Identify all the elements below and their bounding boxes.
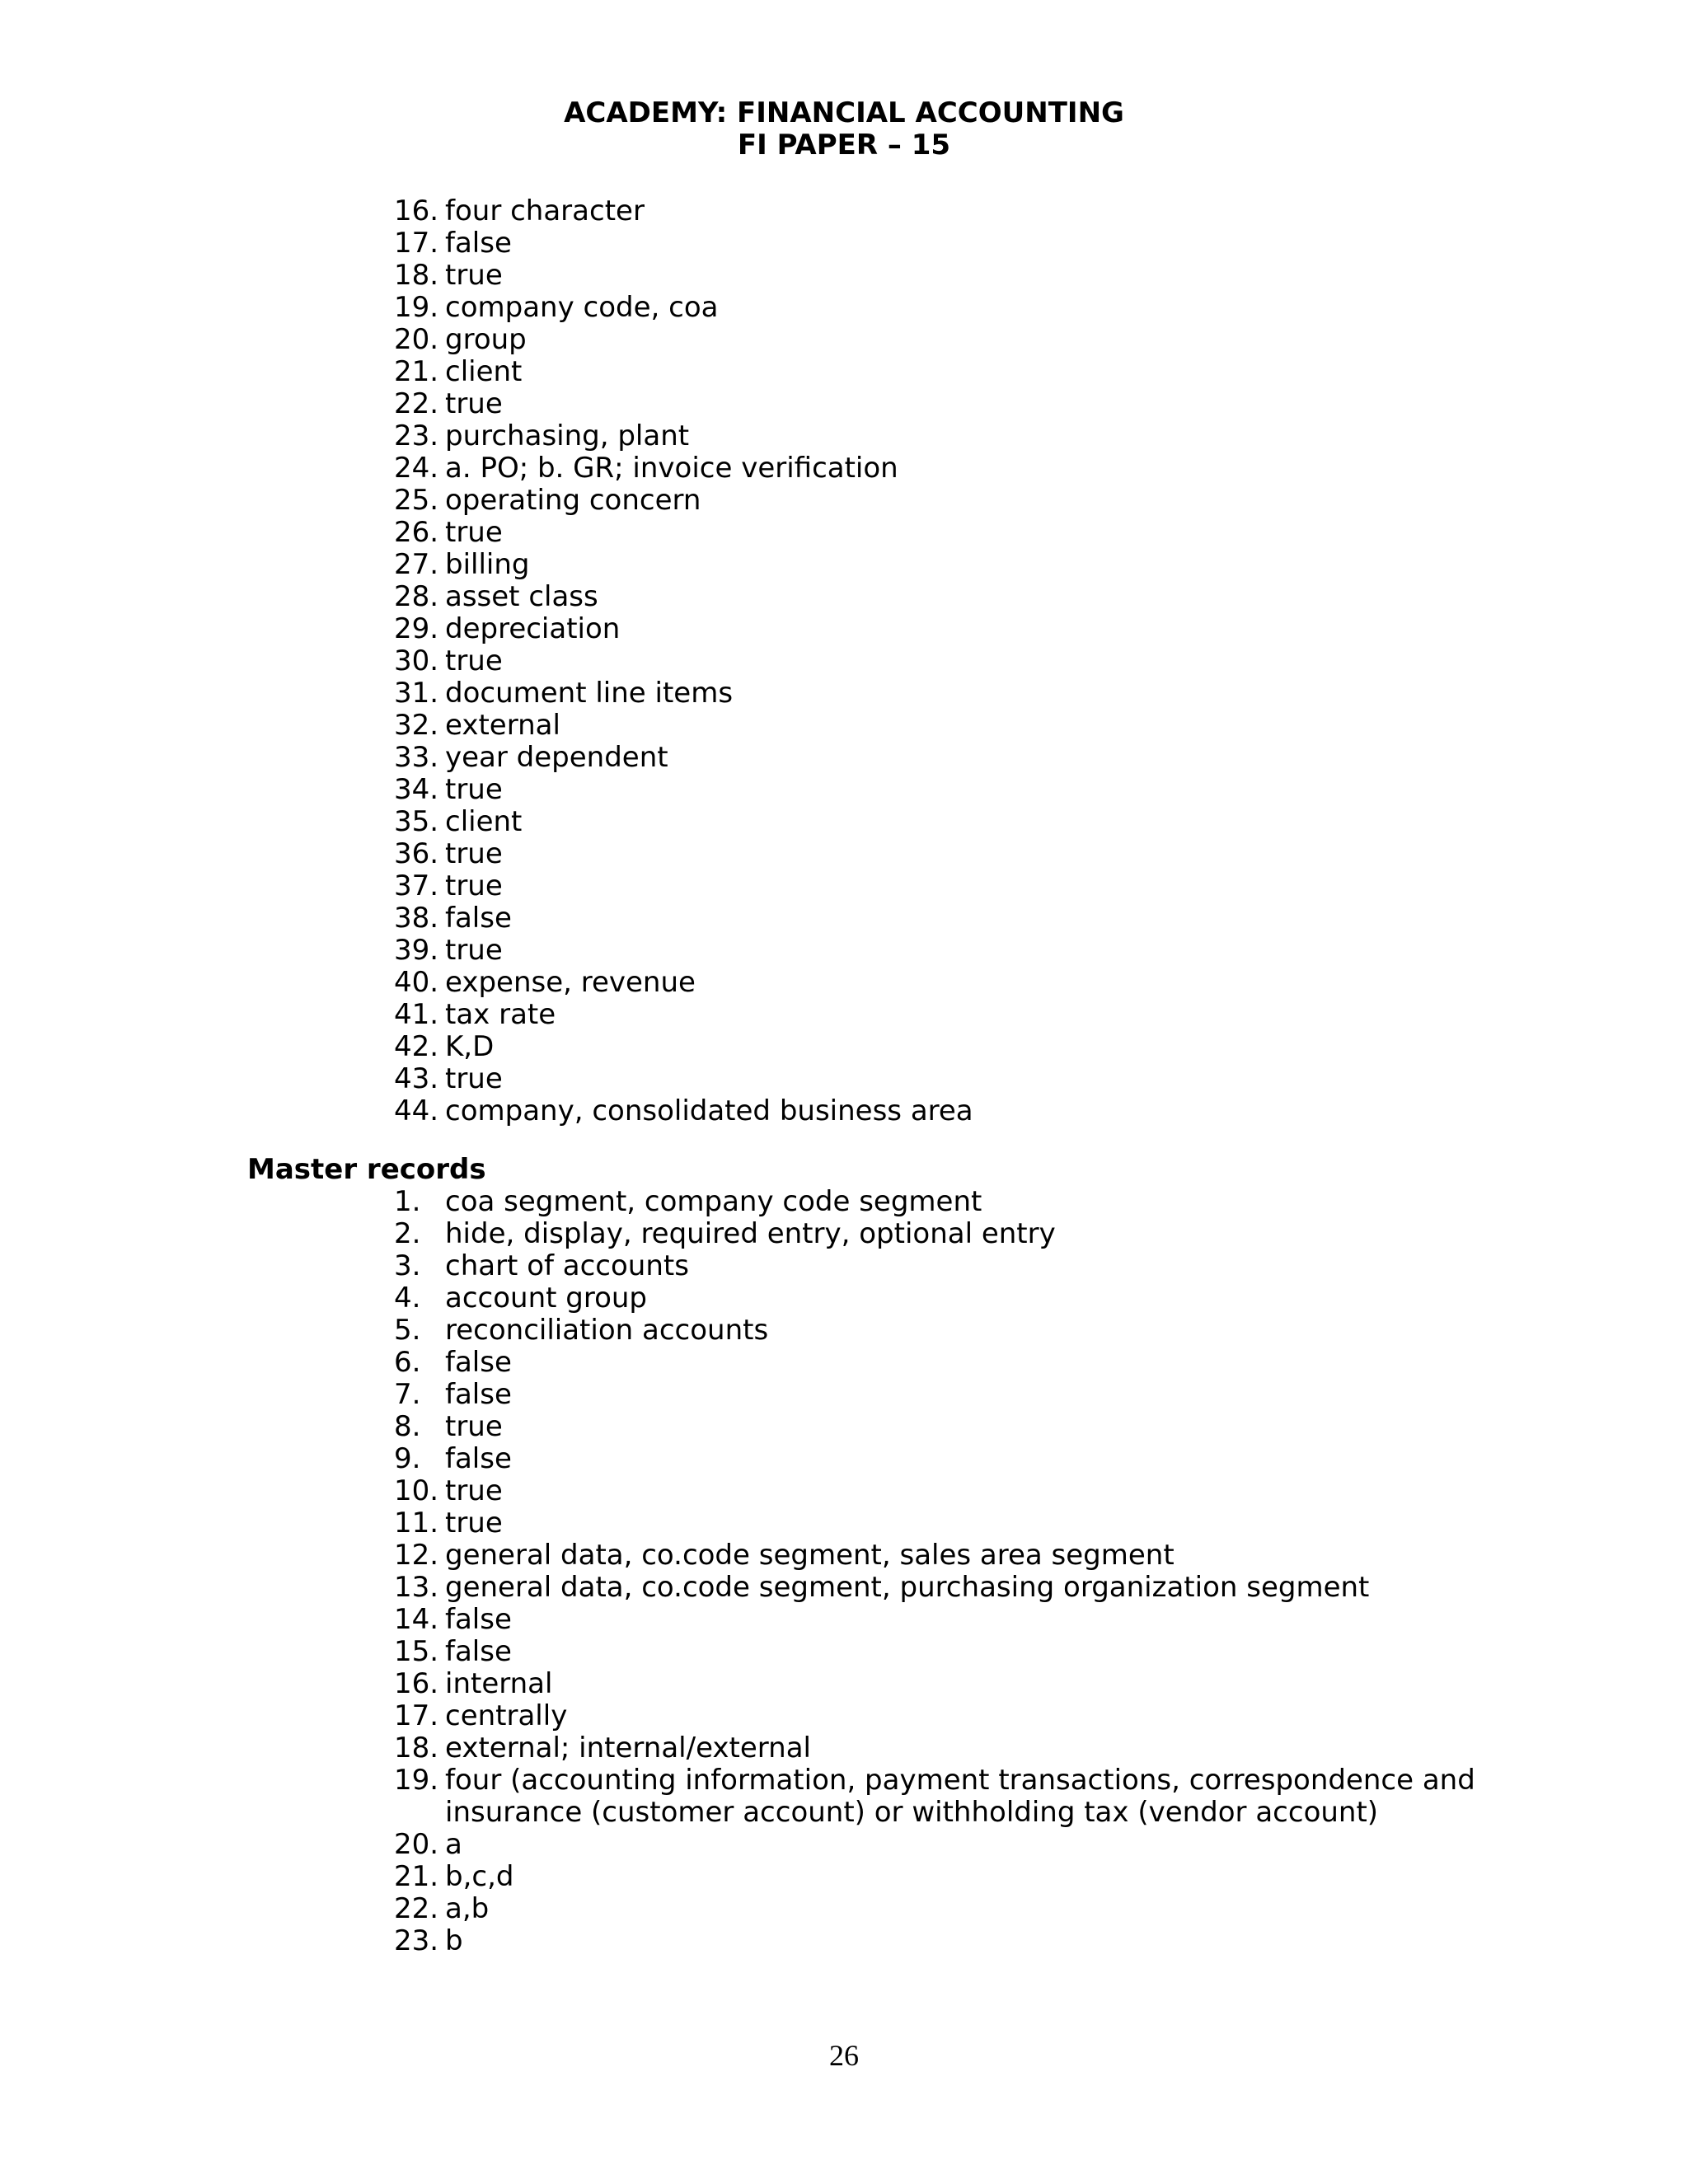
item-answer: b <box>445 1924 463 1957</box>
item-answer: depreciation <box>445 612 621 645</box>
item-number: 30. <box>394 644 439 677</box>
item-number: 13. <box>394 1571 439 1604</box>
item-answer: general data, co.code segment, purchasing organization segment <box>445 1571 1370 1604</box>
item-number: 19. <box>394 1764 439 1797</box>
item-number: 9. <box>394 1442 421 1475</box>
list-item <box>394 999 973 1031</box>
item-number: 5. <box>394 1314 421 1347</box>
list-item <box>394 1732 1484 1765</box>
item-number: 36. <box>394 837 439 870</box>
list-item <box>394 292 973 324</box>
item-answer: a. PO; b. GR; invoice verification <box>445 452 898 485</box>
answers-list-continued <box>394 195 973 1127</box>
item-answer: centrally <box>445 1699 568 1732</box>
item-answer: true <box>445 1410 503 1443</box>
item-answer: general data, co.code segment, sales area segment <box>445 1539 1175 1572</box>
item-number: 21. <box>394 355 439 388</box>
list-item <box>394 967 973 999</box>
item-answer: chart of accounts <box>445 1249 689 1282</box>
list-item <box>394 1636 1484 1668</box>
item-number: 24. <box>394 452 439 485</box>
item-number: 29. <box>394 612 439 645</box>
item-answer: four character <box>445 194 645 227</box>
item-answer: group <box>445 323 527 356</box>
item-number: 28. <box>394 580 439 613</box>
item-number: 2. <box>394 1217 421 1250</box>
item-answer: billing <box>445 548 530 581</box>
item-number: 19. <box>394 291 439 324</box>
item-answer: false <box>445 1635 512 1668</box>
item-number: 33. <box>394 741 439 774</box>
list-item <box>394 1668 1484 1700</box>
item-answer: false <box>445 1442 512 1475</box>
item-number: 31. <box>394 677 439 710</box>
list-item <box>394 774 973 806</box>
list-item <box>394 485 973 517</box>
list-item <box>394 195 973 227</box>
list-item <box>394 710 973 742</box>
item-number: 8. <box>394 1410 421 1443</box>
item-answer: account group <box>445 1282 648 1315</box>
item-number: 18. <box>394 259 439 292</box>
list-item <box>394 517 973 549</box>
list-item <box>394 1700 1484 1732</box>
item-answer: true <box>445 837 503 870</box>
list-item <box>394 388 973 420</box>
list-item <box>394 1315 1484 1347</box>
item-answer: four (accounting information, payment transactions, correspondence and insurance (customer account) or withholding tax (vendor account) <box>445 1764 1475 1829</box>
item-number: 12. <box>394 1539 439 1572</box>
item-answer: true <box>445 644 503 677</box>
list-item <box>394 1443 1484 1475</box>
list-item <box>394 1218 1484 1250</box>
list-item <box>394 1475 1484 1507</box>
item-answer: company, consolidated business area <box>445 1094 973 1127</box>
item-answer: false <box>445 902 512 935</box>
item-number: 17. <box>394 227 439 260</box>
list-item <box>394 1861 1484 1893</box>
list-item <box>394 260 973 292</box>
item-answer: false <box>445 1603 512 1636</box>
list-item <box>394 1379 1484 1411</box>
item-answer: true <box>445 387 503 420</box>
item-number: 40. <box>394 966 439 999</box>
item-number: 6. <box>394 1346 421 1379</box>
item-number: 43. <box>394 1062 439 1095</box>
item-number: 20. <box>394 323 439 356</box>
item-number: 35. <box>394 805 439 838</box>
list-item <box>394 324 973 356</box>
list-item <box>394 1925 1484 1957</box>
item-answer: company code, coa <box>445 291 719 324</box>
item-number: 39. <box>394 934 439 967</box>
item-answer: a <box>445 1828 462 1861</box>
item-number: 18. <box>394 1732 439 1765</box>
list-item <box>394 1507 1484 1540</box>
item-number: 16. <box>394 194 439 227</box>
item-number: 16. <box>394 1667 439 1700</box>
item-answer: true <box>445 1474 503 1507</box>
item-number: 14. <box>394 1603 439 1636</box>
item-answer: tax rate <box>445 998 556 1031</box>
list-item <box>394 581 973 613</box>
item-number: 22. <box>394 1892 439 1925</box>
item-number: 32. <box>394 709 439 742</box>
list-item <box>394 1282 1484 1315</box>
item-number: 42. <box>394 1030 439 1063</box>
item-answer: true <box>445 516 503 549</box>
item-number: 1. <box>394 1185 421 1218</box>
item-answer: a,b <box>445 1892 490 1925</box>
list-item <box>394 1031 973 1063</box>
item-answer: true <box>445 259 503 292</box>
item-answer: client <box>445 355 523 388</box>
item-answer: false <box>445 1378 512 1411</box>
list-item <box>394 452 973 485</box>
item-number: 23. <box>394 419 439 452</box>
list-item <box>394 1347 1484 1379</box>
item-number: 26. <box>394 516 439 549</box>
item-number: 15. <box>394 1635 439 1668</box>
list-item <box>394 420 973 452</box>
list-item <box>394 806 973 838</box>
list-item <box>394 1829 1484 1861</box>
list-item <box>394 356 973 388</box>
item-answer: K,D <box>445 1030 495 1063</box>
item-answer: true <box>445 773 503 806</box>
list-item <box>394 677 973 710</box>
item-number: 41. <box>394 998 439 1031</box>
item-number: 21. <box>394 1860 439 1893</box>
item-number: 22. <box>394 387 439 420</box>
item-number: 38. <box>394 902 439 935</box>
list-item <box>394 1250 1484 1282</box>
item-answer: year dependent <box>445 741 668 774</box>
item-answer: true <box>445 869 503 902</box>
item-number: 20. <box>394 1828 439 1861</box>
item-answer: false <box>445 1346 512 1379</box>
item-number: 4. <box>394 1282 421 1315</box>
item-answer: coa segment, company code segment <box>445 1185 982 1218</box>
list-item <box>394 1095 973 1127</box>
list-item <box>394 613 973 645</box>
item-answer: document line items <box>445 677 734 710</box>
item-answer: client <box>445 805 523 838</box>
section-title-master-records: Master records <box>247 1153 486 1186</box>
item-number: 27. <box>394 548 439 581</box>
item-number: 23. <box>394 1924 439 1957</box>
list-item <box>394 227 973 260</box>
list-item <box>394 935 973 967</box>
item-answer: internal <box>445 1667 553 1700</box>
item-answer: expense, revenue <box>445 966 696 999</box>
list-item <box>394 1186 1484 1218</box>
list-item <box>394 1765 1484 1829</box>
item-answer: true <box>445 1062 503 1095</box>
item-answer: true <box>445 934 503 967</box>
list-item <box>394 1411 1484 1443</box>
list-item <box>394 645 973 677</box>
list-item <box>394 1893 1484 1925</box>
item-number: 17. <box>394 1699 439 1732</box>
list-item <box>394 838 973 870</box>
list-item <box>394 742 973 774</box>
list-item <box>394 1540 1484 1572</box>
list-item <box>394 870 973 902</box>
answers-list-master-records <box>394 1186 1484 1957</box>
list-item <box>394 1572 1484 1604</box>
item-answer: false <box>445 227 512 260</box>
document-subtitle: FI PAPER – 15 <box>737 129 951 162</box>
item-answer: external; internal/external <box>445 1732 811 1765</box>
item-number: 34. <box>394 773 439 806</box>
item-number: 10. <box>394 1474 439 1507</box>
page-header <box>0 97 1688 162</box>
list-item <box>394 1604 1484 1636</box>
item-number: 3. <box>394 1249 421 1282</box>
page-number: 26 <box>829 2039 859 2072</box>
item-answer: asset class <box>445 580 598 613</box>
list-item <box>394 549 973 581</box>
item-answer: hide, display, required entry, optional entry <box>445 1217 1056 1250</box>
item-answer: operating concern <box>445 484 701 517</box>
item-number: 37. <box>394 869 439 902</box>
item-answer: true <box>445 1507 503 1540</box>
item-number: 7. <box>394 1378 421 1411</box>
document-title: ACADEMY: FINANCIAL ACCOUNTING <box>564 96 1124 129</box>
item-number: 11. <box>394 1507 439 1540</box>
item-answer: purchasing, plant <box>445 419 690 452</box>
list-item <box>394 1063 973 1095</box>
list-item <box>394 902 973 935</box>
item-answer: b,c,d <box>445 1860 514 1893</box>
item-number: 44. <box>394 1094 439 1127</box>
item-answer: reconciliation accounts <box>445 1314 769 1347</box>
item-number: 25. <box>394 484 439 517</box>
item-answer: external <box>445 709 560 742</box>
